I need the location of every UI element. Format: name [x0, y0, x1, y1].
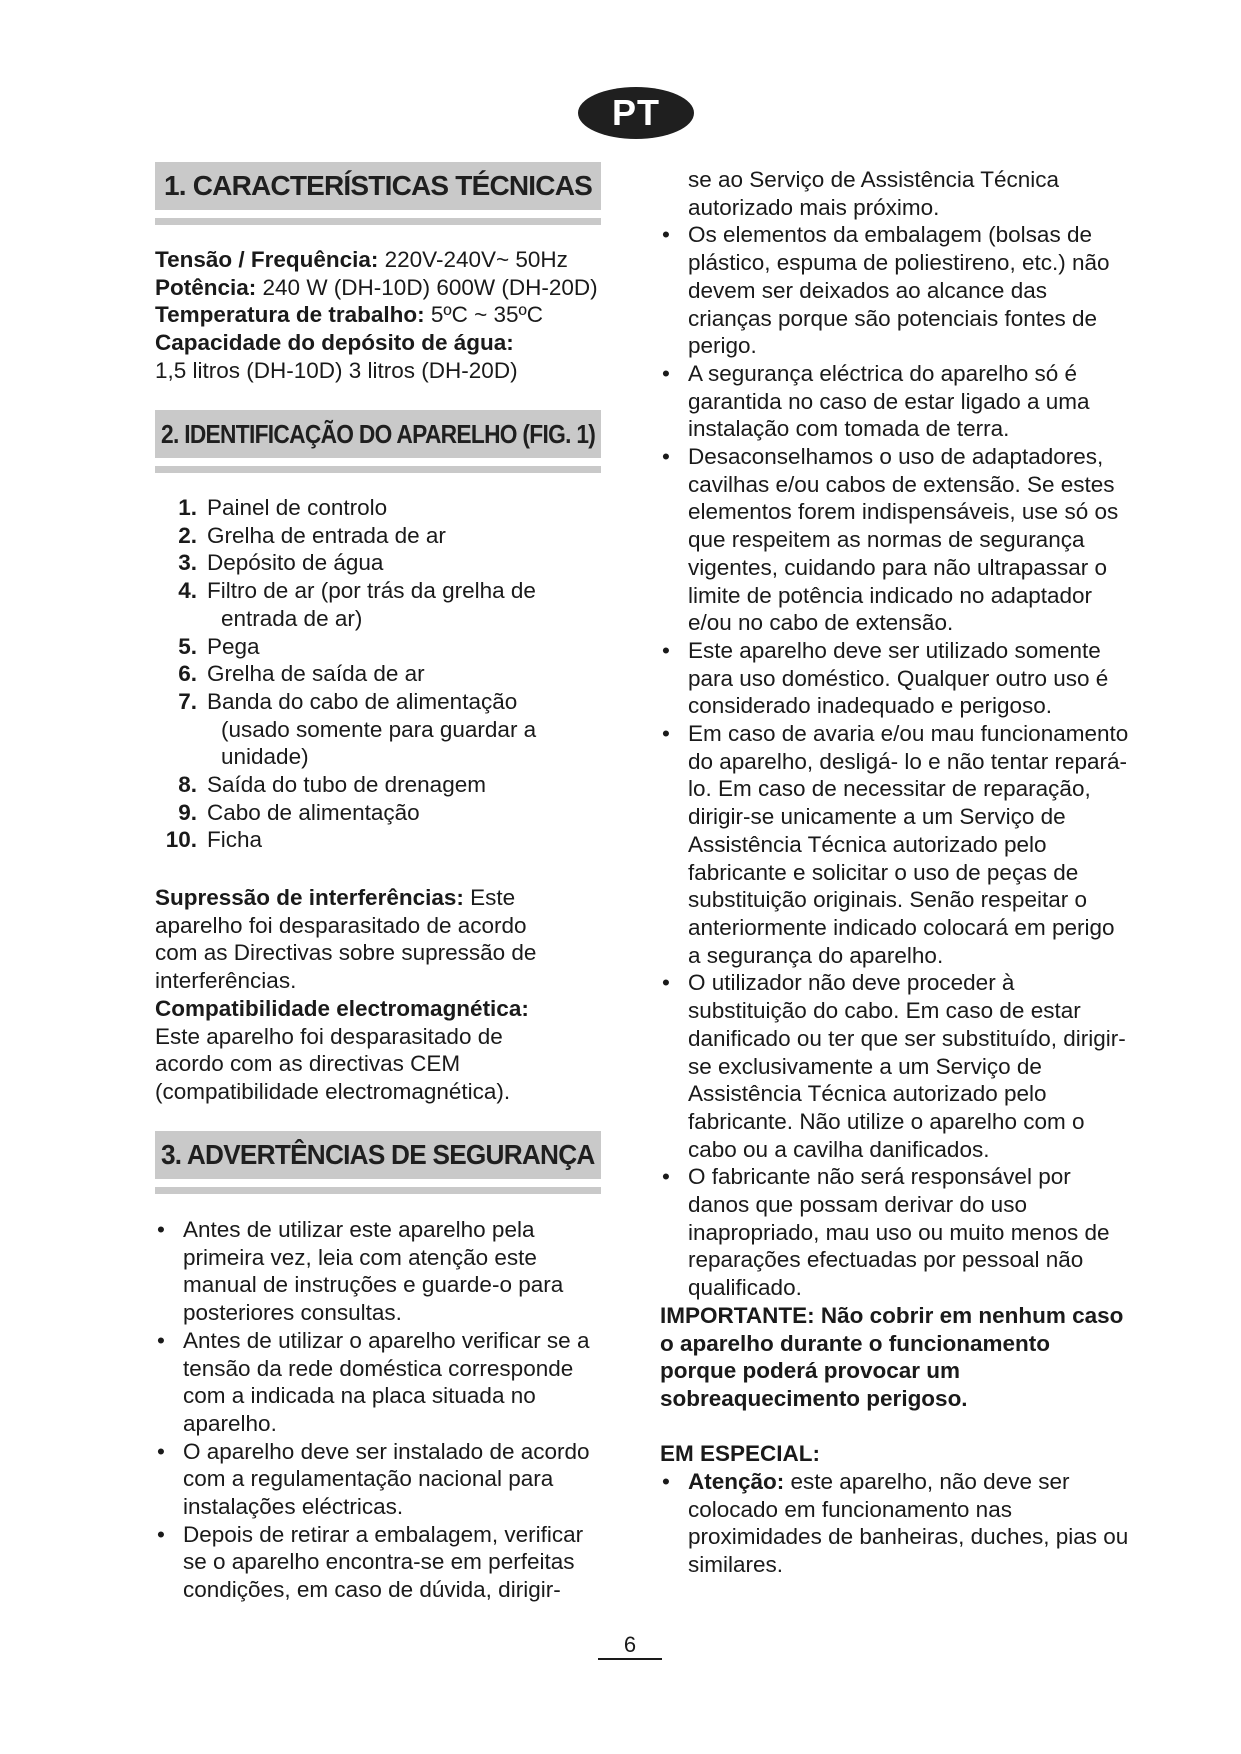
emc-note: Compatibilidade electromagnética: Este aparelho foi desparasitado de acordo com as directivas CEM (compatibilidade electromagnética). [155, 995, 529, 1104]
special-list [660, 1468, 1130, 1579]
safety-warnings-left [155, 1216, 610, 1604]
spec-power: Potência: 240 W (DH-10D) 600W (DH-20D) [155, 274, 598, 300]
section-1-rule [155, 218, 601, 225]
list-item: 1. Painel de controlo [178, 495, 388, 520]
list-item: • O fabricante não será responsável por danos que possam derivar do uso inapropriado, mau uso ou muito menos de reparações efectuadas por pessoal não qualificado. [662, 1164, 1110, 1301]
section-1-title: 1. CARACTERÍSTICAS TÉCNICAS [155, 162, 601, 210]
list-item: • O utilizador não deve proceder à substituição do cabo. Em caso de estar danificado ou ter que ser substituído, dirigir-se exclusivamente a um Serviço de Assistência Técnica autorizado pelo fabricante. Não utilize o aparelho com o cabo ou a cavilha danificados. [662, 970, 1126, 1162]
continued-warning: se ao Serviço de Assistência Técnica autorizado mais próximo. [688, 167, 1060, 220]
list-item: 2. Grelha de entrada de ar [178, 522, 446, 548]
safety-warnings-right [660, 166, 1130, 1579]
list-item: • A segurança eléctrica do aparelho só é garantida no caso de estar ligado a uma instalação com tomada de terra. [662, 360, 1090, 442]
section-3-title: 3. ADVERTÊNCIAS DE SEGURANÇA [155, 1131, 601, 1179]
list-item: • Antes de utilizar este aparelho pela primeira vez, leia com atenção este manual de instruções e guarde-o para posteriores consultas. [157, 1217, 564, 1326]
list-item: • Antes de utilizar o aparelho verificar se a tensão da rede doméstica corresponde com a indicada na placa situada no aparelho. [157, 1327, 590, 1436]
special-heading: EM ESPECIAL: [660, 1441, 821, 1467]
parts-list-block [155, 494, 595, 854]
section-2-header [155, 410, 601, 473]
section-2-title: 2. IDENTIFICAÇÃO DO APARELHO (FIG. 1) [155, 410, 601, 458]
list-item: • Em caso de avaria e/ou mau funcionamento do aparelho, desligá- lo e não tentar repará-lo. Em caso de necessitar de reparação, dirigir-se unicamente a um Serviço de Assistência Técnica autorizado pelo fabricante e solicitar o uso de peças de substituição originais. Senão respeitar o anteriormente indicado colocará em perigo a segurança do aparelho. [662, 721, 1129, 968]
list-item: 5. Pega [178, 633, 260, 659]
spec-voltage: Tensão / Frequência: 220V-240V~ 50Hz [155, 247, 568, 272]
technical-specs [155, 246, 605, 385]
list-item: • Depois de retirar a embalagem, verificar se o aparelho encontra-se em perfeitas condições, em caso de dúvida, dirigir- [157, 1521, 584, 1603]
important-note: IMPORTANTE: Não cobrir em nenhum caso o aparelho durante o funcionamento porque poderá provocar um sobreaquecimento perigoso. [660, 1302, 1124, 1411]
list-item: 7. Banda do cabo de alimentação (usado somente para guardar a unidade) [178, 688, 537, 770]
warning-list-right [660, 221, 1130, 1301]
section-3-header [155, 1131, 601, 1194]
list-item: • Atenção: este aparelho, não deve ser colocado em funcionamento nas proximidades de banheiras, duches, pias ou similares. [662, 1469, 1129, 1578]
list-item: 8. Saída do tubo de drenagem [178, 772, 486, 798]
list-item: • Este aparelho deve ser utilizado somente para uso doméstico. Qualquer outro uso é considerado inadequado e perigoso. [662, 637, 1109, 719]
list-item: • O aparelho deve ser instalado de acordo com a regulamentação nacional para instalações eléctricas. [157, 1438, 590, 1520]
spec-tank-capacity: Capacidade do depósito de água: [155, 330, 514, 356]
section-2-rule [155, 466, 601, 473]
warning-list-left [155, 1216, 610, 1604]
list-item: • Os elementos da embalagem (bolsas de plástico, espuma de poliestireno, etc.) não devem ser deixados ao alcance das crianças porque são potenciais fontes de perigo. [662, 222, 1110, 359]
list-item: • Desaconselhamos o uso de adaptadores, cavilhas e/ou cabos de extensão. Se estes elementos forem indispensáveis, use só os que respeitem as normas de segurança vigentes, cuidando para não ultrapassar o limite de potência indicado no adaptador e/ou no cabo de extensão. [662, 444, 1119, 636]
parts-list [155, 494, 595, 854]
page-number: 6 [598, 1632, 662, 1660]
spec-temperature: Temperatura de trabalho: 5ºC ~ 35ºC [155, 302, 544, 328]
list-item: 4. Filtro de ar (por trás da grelha de entrada de ar) [178, 578, 536, 631]
list-item: 3. Depósito de água [178, 550, 384, 576]
list-item: 10. Ficha [165, 827, 263, 853]
suppression-note: Supressão de interferências: Este aparelho foi desparasitado de acordo com as Directivas sobre supressão de interferências. [155, 885, 537, 994]
section-1-header [155, 162, 601, 225]
spec-tank-capacity-value: 1,5 litros (DH-10D) 3 litros (DH-20D) [155, 357, 518, 383]
section-3-rule [155, 1187, 601, 1194]
list-item: 9. Cabo de alimentação [178, 799, 420, 825]
compliance-notes [155, 884, 575, 1106]
language-badge: PT [578, 87, 694, 139]
list-item: 6. Grelha de saída de ar [178, 661, 425, 687]
